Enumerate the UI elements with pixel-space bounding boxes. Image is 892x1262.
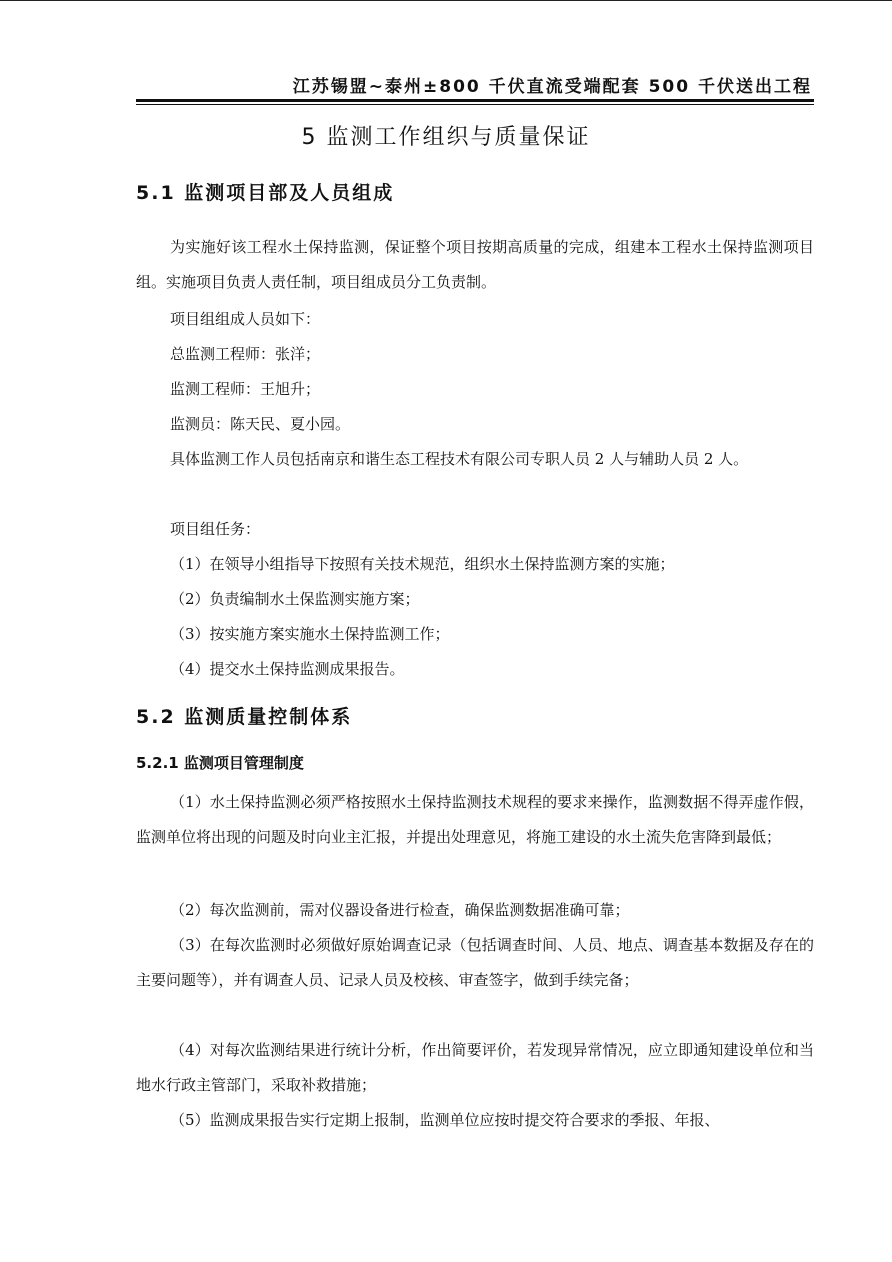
paragraph-rule-1: （1）水土保持监测必须严格按照水土保持监测技术规程的要求来操作，监测数据不得弄虚作假，监测单位将出现的问题及时向业主汇报，并提出处理意见，将施工建设的水土流失危害降到最低； — [136, 793, 814, 846]
subsection-heading-5-2-1: 5.2.1 监测项目管理制度 — [136, 754, 304, 772]
paragraph-engineer: 监测工程师：王旭升； — [170, 380, 321, 398]
list-item-task-3: （3）按实施方案实施水土保持监测工作； — [170, 625, 450, 643]
paragraph-rule-2: （2）每次监测前，需对仪器设备进行检查，确保监测数据准确可靠； — [170, 901, 630, 919]
section-heading-5-1: 5.1 监测项目部及人员组成 — [136, 182, 395, 204]
paragraph-staff-count: 具体监测工作人员包括南京和谐生态工程技术有限公司专职人员 2 人与辅助人员 2 人。 — [170, 450, 749, 468]
paragraph-team-members-intro: 项目组组成人员如下： — [170, 310, 321, 328]
paragraph-project-team-intro: 为实施好该工程水土保持监测，保证整个项目按期高质量的完成，组建本工程水土保持监测项目组。实施项目负责人责任制，项目组成员分工负责制。 — [136, 238, 814, 291]
header-rule-thin — [136, 104, 814, 105]
chapter-title: 5 监测工作组织与质量保证 — [301, 125, 591, 150]
header-rule-thick — [136, 99, 814, 102]
page-top-border — [0, 0, 892, 1]
list-item-task-2: （2）负责编制水土保监测实施方案； — [170, 590, 420, 608]
list-item-task-4: （4）提交水土保持监测成果报告。 — [170, 660, 405, 678]
paragraph-team-tasks-label: 项目组任务： — [170, 520, 261, 538]
paragraph-monitors: 监测员：陈天民、夏小园。 — [170, 415, 351, 433]
section-heading-5-2: 5.2 监测质量控制体系 — [136, 706, 353, 728]
paragraph-rule-3: （3）在每次监测时必须做好原始调查记录（包括调查时间、人员、地点、调查基本数据及存在的主要问题等），并有调查人员、记录人员及校核、审查签字，做到手续完备； — [136, 936, 814, 989]
running-header-title: 江苏锡盟~泰州±800 千伏直流受端配套 500 千伏送出工程 — [292, 77, 812, 97]
paragraph-rule-4: （4）对每次监测结果进行统计分析，作出简要评价，若发现异常情况，应立即通知建设单位和当地水行政主管部门，采取补救措施； — [136, 1041, 814, 1094]
paragraph-rule-5: （5）监测成果报告实行定期上报制，监测单位应按时提交符合要求的季报、年报、 — [170, 1111, 720, 1129]
paragraph-chief-engineer: 总监测工程师：张洋； — [170, 345, 321, 363]
list-item-task-1: （1）在领导小组指导下按照有关技术规范，组织水土保持监测方案的实施； — [170, 555, 675, 573]
